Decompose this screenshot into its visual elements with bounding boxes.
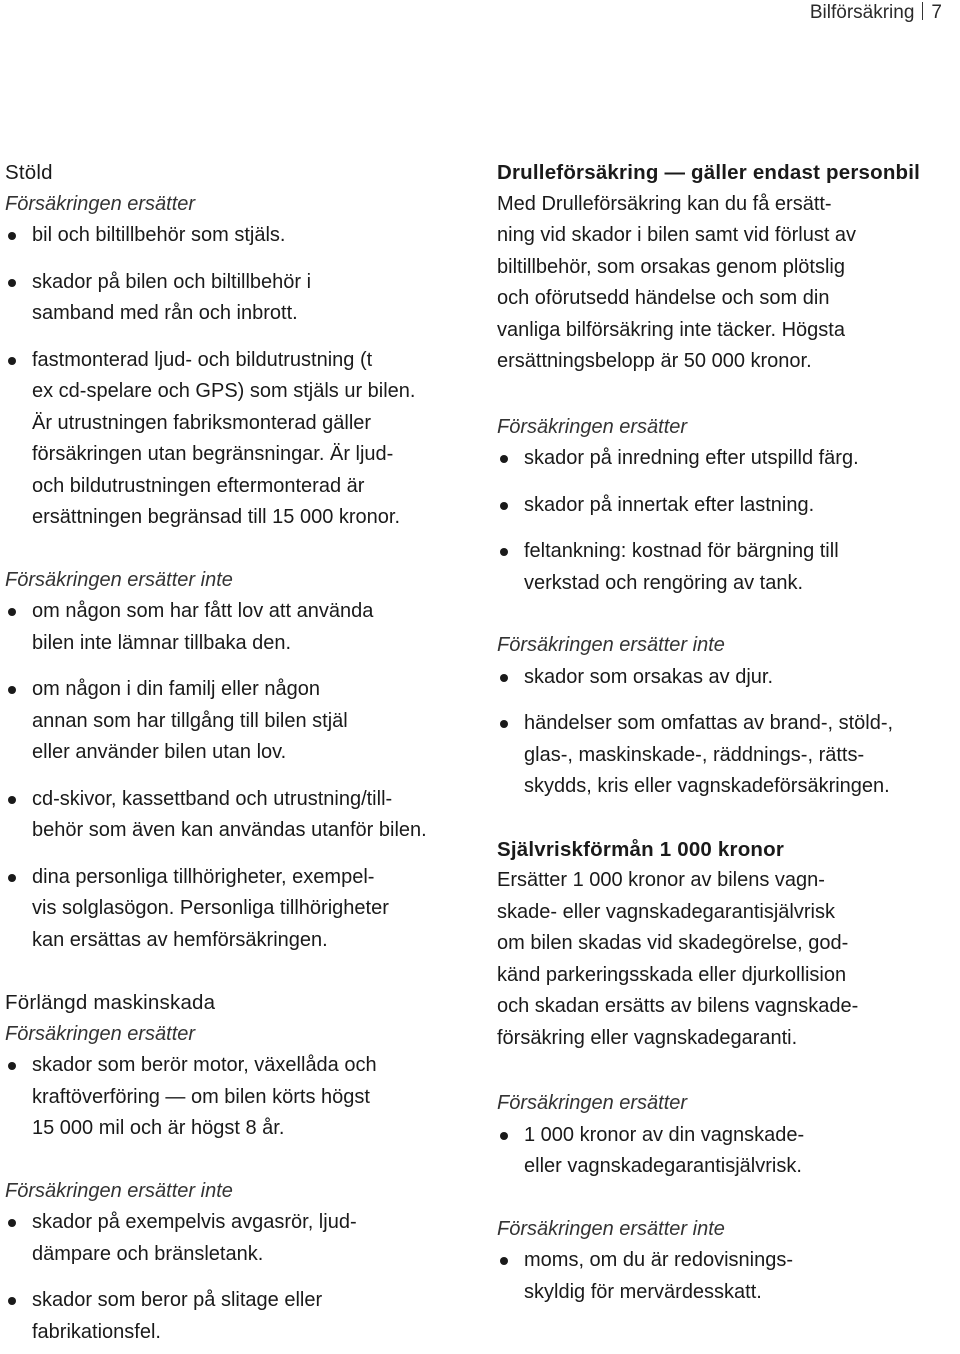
- bullet-dot-icon: [500, 548, 508, 556]
- not-covered-list-drulle: [497, 662, 957, 803]
- paragraph-line: försäkring eller vagnskadegaranti.: [497, 1026, 798, 1049]
- not-covered-label-sjalvrisk: Försäkringen ersätter inte: [497, 1217, 725, 1240]
- not-covered-list-maskinskada: [5, 1207, 475, 1348]
- covers-label-sjalvrisk: Försäkringen ersätter: [497, 1092, 688, 1114]
- bullet-dot-icon: [500, 1257, 508, 1265]
- bullet-dot-icon: [8, 1062, 16, 1070]
- list-item-line: skador som berör motor, växellåda och: [32, 1054, 377, 1076]
- list-item-line: skador som orsakas av djur.: [524, 665, 773, 688]
- list-item-line: samband med rån och inbrott.: [32, 302, 298, 324]
- list-item-line: skador på inredning efter utspilld färg.: [524, 447, 859, 469]
- list-item-line: vis solglasögon. Personliga tillhörigheter: [32, 897, 389, 919]
- list-item-line: moms, om du är redovisnings-: [524, 1249, 793, 1271]
- list-item-line: Är utrustningen fabriksmonterad gäller: [32, 411, 372, 434]
- list-item-line: dina personliga tillhörigheter, exempel-: [32, 865, 375, 888]
- list-item-line: skador på bilen och biltillbehör i: [32, 270, 312, 293]
- bullet-dot-icon: [500, 502, 508, 510]
- left-column: [5, 157, 475, 1354]
- list-item: [5, 862, 475, 957]
- bullet-dot-icon: [8, 874, 16, 882]
- bullet-dot-icon: [500, 455, 508, 463]
- bullet-dot-icon: [8, 279, 16, 287]
- running-header: [810, 2, 942, 24]
- list-item: [497, 708, 957, 803]
- covers-label-maskinskada: Försäkringen ersätter: [5, 1022, 196, 1045]
- list-item-line: 15 000 mil och är högst 8 år.: [32, 1117, 285, 1139]
- bullet-dot-icon: [500, 720, 508, 728]
- list-item-line: verkstad och rengöring av tank.: [524, 571, 804, 594]
- paragraph-line: ning vid skador i bilen samt vid förlust av: [497, 224, 857, 246]
- paragraph-line: och oförutsedd händelse och som din: [497, 287, 830, 309]
- bullet-dot-icon: [8, 357, 16, 365]
- covers-list-sjalvrisk: [497, 1120, 957, 1183]
- list-item-line: försäkringen utan begränsningar. Är ljud-: [32, 443, 394, 465]
- list-item: [5, 596, 475, 659]
- list-item-line: händelser som omfattas av brand-, stöld-,: [524, 712, 894, 734]
- paragraph-line: Ersätter 1 000 kronor av bilens vagn-: [497, 869, 825, 891]
- list-item: [5, 267, 475, 330]
- covers-list-stold: [5, 220, 475, 534]
- paragraph-line: Med Drulleförsäkring kan du få ersätt-: [497, 192, 832, 215]
- paragraph-line: känd parkeringsskada eller djurkollision: [497, 963, 847, 986]
- list-item-line: cd-skivor, kassettband och utrustning/till-: [32, 787, 393, 810]
- header-separator: [922, 2, 923, 20]
- list-item-line: skador på innertak efter lastning.: [524, 493, 815, 516]
- list-item: [497, 662, 957, 694]
- list-item: [5, 784, 475, 847]
- list-item-line: dämpare och bränsletank.: [32, 1242, 264, 1265]
- list-item-line: feltankning: kostnad för bärgning till: [524, 540, 839, 562]
- page-number: 7: [931, 2, 942, 23]
- list-item: [5, 345, 475, 534]
- list-item: [5, 220, 475, 252]
- list-item-line: skador som beror på slitage eller: [32, 1289, 323, 1311]
- not-covered-list-sjalvrisk: [497, 1245, 957, 1308]
- list-item: [5, 674, 475, 769]
- list-item: [497, 1245, 957, 1308]
- list-item: [5, 1050, 475, 1145]
- paragraph-line: vanliga bilförsäkring inte täcker. Högsta: [497, 318, 845, 341]
- list-item-line: eller använder bilen utan lov.: [32, 741, 287, 763]
- covers-list-drulle: [497, 443, 957, 599]
- section-title-stold: Stöld: [5, 161, 53, 184]
- list-item-line: fabrikationsfel.: [32, 1320, 161, 1343]
- list-item: [5, 1285, 475, 1348]
- list-item: [497, 1120, 957, 1183]
- intro-sjalvrisk: [497, 865, 957, 1054]
- list-item-line: och bildutrustningen eftermonterad är: [32, 474, 365, 497]
- section-title-maskinskada: Förlängd maskinskada: [5, 991, 216, 1014]
- list-item-line: om någon som har fått lov att använda: [32, 600, 374, 622]
- list-item-line: skydds, kris eller vagnskadeförsäkringen.: [524, 775, 890, 797]
- section-title-sjalvrisk: Självriskförmån 1 000 kronor: [497, 837, 785, 861]
- paragraph-line: om bilen skadas vid skadegörelse, god-: [497, 932, 849, 954]
- list-item-line: ex cd-spelare och GPS) som stjäls ur bilen.: [32, 380, 416, 402]
- bullet-dot-icon: [8, 608, 16, 616]
- section-title-drulle: Drulleförsäkring — gäller endast personbil: [497, 161, 921, 184]
- bullet-dot-icon: [8, 1297, 16, 1305]
- not-covered-list-stold: [5, 596, 475, 956]
- list-item-line: skyldig för mervärdesskatt.: [524, 1280, 762, 1303]
- paragraph-line: biltillbehör, som orsakas genom plötslig: [497, 255, 845, 278]
- header-title: Bilförsäkring: [809, 2, 915, 23]
- list-item: [497, 536, 957, 599]
- list-item-line: fastmonterad ljud- och bildutrustning (t: [32, 348, 373, 371]
- intro-drulle: [497, 189, 957, 378]
- bullet-dot-icon: [8, 796, 16, 804]
- list-item: [497, 443, 957, 475]
- bullet-dot-icon: [500, 674, 508, 682]
- list-item-line: skador på exempelvis avgasrör, ljud-: [32, 1211, 357, 1233]
- list-item-line: kan ersättas av hemförsäkringen.: [32, 928, 328, 951]
- covers-label-stold: Försäkringen ersätter: [5, 192, 196, 215]
- not-covered-label-maskinskada: Försäkringen ersätter inte: [5, 1179, 233, 1202]
- not-covered-label-stold: Försäkringen ersätter inte: [5, 568, 233, 591]
- list-item: [497, 490, 957, 522]
- list-item-line: eller vagnskadegarantisjälvrisk.: [524, 1155, 802, 1177]
- paragraph-line: skade- eller vagnskadegarantisjälvrisk: [497, 900, 835, 923]
- paragraph-line: ersättningsbelopp är 50 000 kronor.: [497, 350, 812, 372]
- bullet-dot-icon: [8, 686, 16, 694]
- list-item-line: kraftöverföring — om bilen körts högst: [32, 1085, 370, 1108]
- list-item-line: om någon i din familj eller någon: [32, 678, 320, 700]
- list-item-line: bilen inte lämnar tillbaka den.: [32, 631, 292, 654]
- list-item-line: behör som även kan användas utanför bilen.: [32, 819, 427, 841]
- list-item-line: 1 000 kronor av din vagnskade-: [524, 1123, 805, 1146]
- list-item-line: annan som har tillgång till bilen stjäl: [32, 709, 348, 732]
- not-covered-label-drulle: Försäkringen ersätter inte: [497, 634, 725, 656]
- bullet-dot-icon: [500, 1132, 508, 1140]
- covers-list-maskinskada: [5, 1050, 475, 1145]
- paragraph-line: och skadan ersätts av bilens vagnskade-: [497, 995, 859, 1017]
- bullet-dot-icon: [8, 232, 16, 240]
- list-item-line: glas-, maskinskade-, räddnings-, rätts-: [524, 743, 865, 766]
- list-item: [5, 1207, 475, 1270]
- covers-label-drulle: Försäkringen ersätter: [497, 415, 688, 438]
- right-column: [497, 157, 957, 1323]
- list-item-line: bil och biltillbehör som stjäls.: [32, 224, 286, 246]
- bullet-dot-icon: [8, 1219, 16, 1227]
- list-item-line: ersättningen begränsad till 15 000 kronor.: [32, 506, 401, 528]
